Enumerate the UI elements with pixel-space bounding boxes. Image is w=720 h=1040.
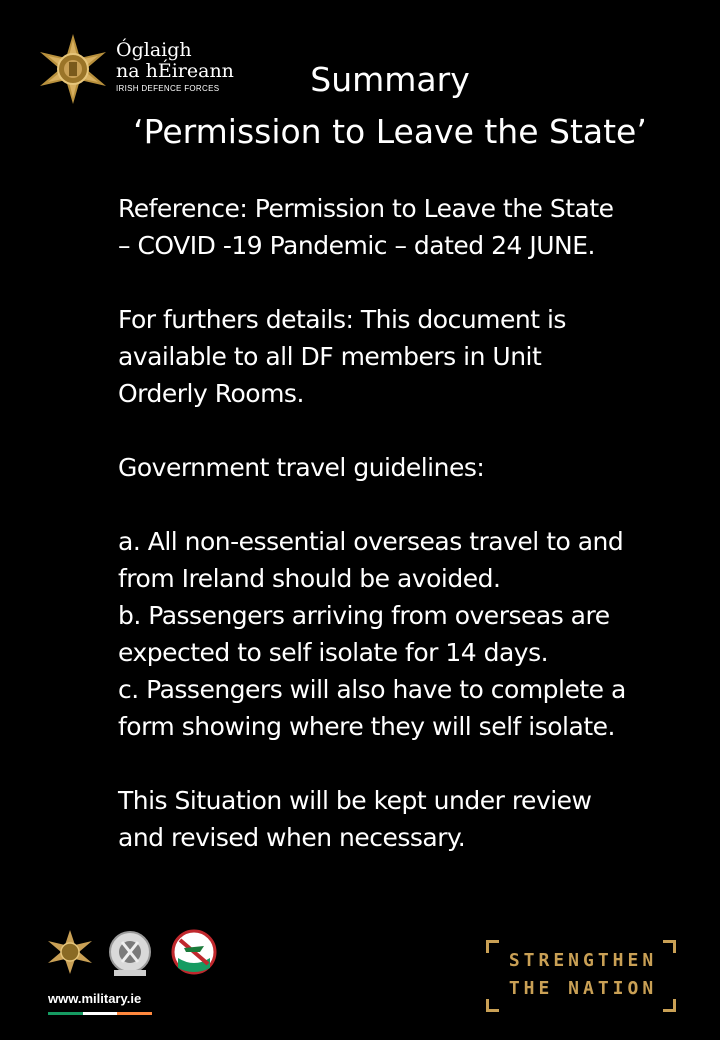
details-line: Orderly Rooms. [118,379,304,408]
logo-irish-name-line2: na hÉireann [116,60,234,82]
air-corps-crest-icon [170,928,218,976]
guideline-item-b: expected to self isolate for 14 days. [118,638,549,667]
closing-line: This Situation will be kept under review [118,786,592,815]
strengthen-the-nation-logo [486,940,676,1012]
slogan-line1: STRENGTHEN [508,950,658,971]
details-line: available to all DF members in Unit [118,342,542,371]
guideline-item-b: b. Passengers arriving from overseas are [118,601,610,630]
army-crest-icon [46,928,94,976]
reference-line: Reference: Permission to Leave the State [118,194,614,223]
defence-forces-crest-icon [36,32,110,106]
naval-service-crest-icon [104,928,156,978]
defence-forces-logo [36,32,236,112]
slogan-line2: THE NATION [508,978,658,999]
summary-body [118,190,708,856]
reference-line: – COVID -19 Pandemic – dated 24 JUNE. [118,231,595,260]
details-line: For furthers details: This document is [118,305,566,334]
service-badges [46,928,226,980]
logo-irish-name-line1: Óglaigh [116,39,192,61]
guideline-item-a: from Ireland should be avoided. [118,564,501,593]
website-link[interactable]: www.military.ie [48,991,142,1006]
irish-tricolour-bar [48,1012,152,1015]
logo-english-name: IRISH DEFENCE FORCES [116,84,220,93]
guideline-item-c: c. Passengers will also have to complete a [118,675,626,704]
closing-line: and revised when necessary. [118,823,466,852]
guideline-item-a: a. All non-essential overseas travel to and [118,527,624,556]
guideline-item-c: form showing where they will self isolate. [118,712,615,741]
page-title: Summary [310,60,470,99]
guidelines-heading: Government travel guidelines: [118,453,485,482]
page-subtitle: ‘Permission to Leave the State’ [133,112,647,151]
